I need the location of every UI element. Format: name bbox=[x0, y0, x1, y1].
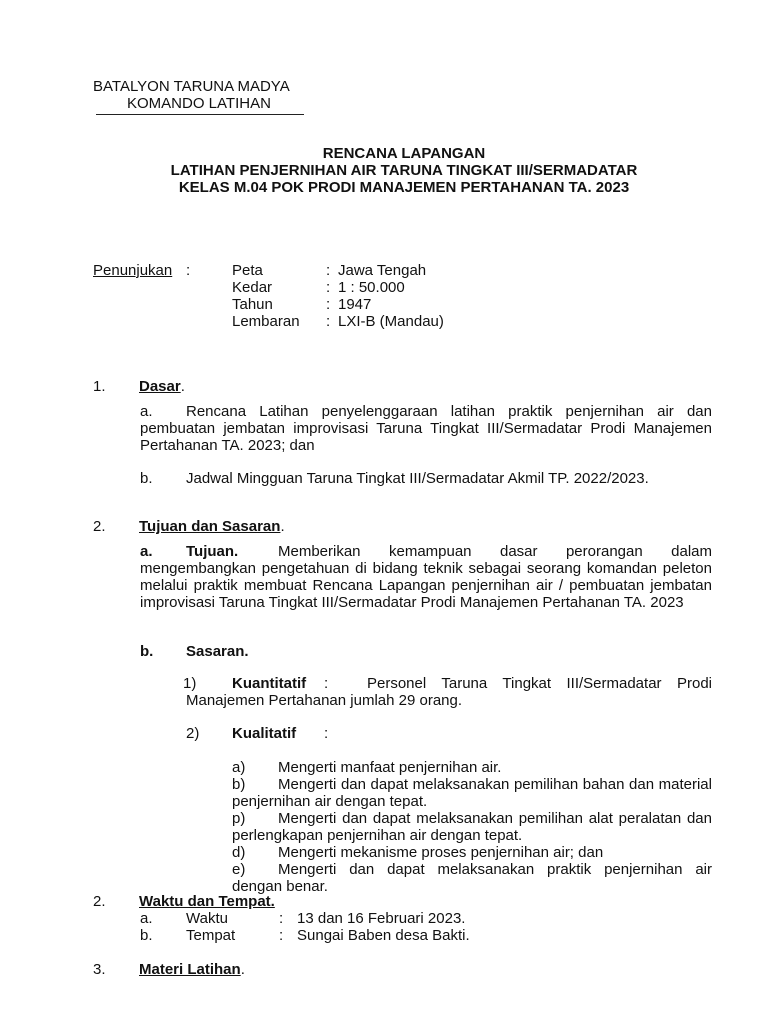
kualitatif-label: b) bbox=[232, 776, 246, 793]
penunjukan-key: Tahun bbox=[232, 296, 273, 313]
kuantitatif-text: Personel Taruna Tingkat III/Sermadatar Prodi Manajemen Pertahanan jumlah 29 orang. bbox=[186, 675, 712, 709]
dasar-item-b-text: Jadwal Mingguan Taruna Tingkat III/Sermadatar Akmil TP. 2022/2023. bbox=[186, 470, 649, 487]
penunjukan-key: Kedar bbox=[232, 279, 273, 296]
kualitatif-text: Mengerti dan dapat melaksanakan praktik penjernihan air dengan benar. bbox=[232, 861, 712, 895]
penunjukan-sep: : bbox=[326, 279, 331, 296]
penunjukan-value: LXI-B (Mandau) bbox=[338, 313, 444, 330]
kuantitatif-colon: : bbox=[324, 675, 329, 692]
kualitatif-colon: : bbox=[324, 725, 329, 742]
waktu-key: Waktu bbox=[186, 910, 228, 927]
document-subtitle-class: KELAS M.04 POK PRODI MANAJEMEN PERTAHANAN TA. 2023 bbox=[178, 179, 630, 196]
item-label: a. bbox=[140, 910, 153, 927]
letterhead-command-name: KOMANDO LATIHAN bbox=[127, 95, 271, 112]
dasar-item-a-text: Rencana Latihan penyelenggaraan latihan praktik penjernihan air dan pembuatan jembatan improvisasi Taruna Tingkat III/Sermadatar Prodi Manajemen Pertahanan TA. 2023; dan bbox=[140, 403, 712, 454]
kualitatif-text: Mengerti dan dapat melaksanakan pemilihan bahan dan material penjernihan air dengan tepat. bbox=[232, 776, 712, 810]
item-label: b. bbox=[140, 927, 153, 944]
waktu-sep: : bbox=[279, 910, 284, 927]
tujuan-text: Memberikan kemampuan dasar perorangan dalam mengembangkan pengetahuan di bidang teknik sebagai seorang komandan peleton melalui praktik membuat Rencana Lapangan penjernihan air / pembuatan jembatan improvisasi Taruna Tingkat III/Sermadatar Prodi Manajemen Pertahanan TA. 2023 bbox=[140, 543, 712, 611]
letterhead-underline bbox=[96, 114, 304, 115]
kualitatif-label: e) bbox=[232, 861, 246, 878]
kuantitatif-title: Kuantitatif bbox=[232, 675, 307, 692]
kualitatif-label: d) bbox=[232, 844, 246, 861]
document-subtitle: LATIHAN PENJERNIHAN AIR TARUNA TINGKAT III/SERMADATAR bbox=[170, 162, 638, 179]
penunjukan-key: Lembaran bbox=[232, 313, 300, 330]
kualitatif-text: Mengerti manfaat penjernihan air. bbox=[278, 759, 502, 776]
penunjukan-sep: : bbox=[326, 296, 331, 313]
penunjukan-label: Penunjukan bbox=[93, 262, 173, 279]
item-label: a. bbox=[140, 403, 153, 420]
kualitatif-text: Mengerti dan dapat melaksanakan pemilihan alat peralatan dan perlengkapan penjernihan air dengan tepat. bbox=[232, 810, 712, 844]
tempat-sep: : bbox=[279, 927, 284, 944]
section-heading-materi: Materi Latihan. bbox=[139, 961, 245, 978]
letterhead-unit-name: BATALYON TARUNA MADYA bbox=[93, 78, 290, 95]
kualitatif-title: Kualitatif bbox=[232, 725, 297, 742]
section-heading-tujuan: Tujuan dan Sasaran. bbox=[139, 518, 285, 535]
section-heading-waktu: Waktu dan Tempat. bbox=[139, 893, 275, 910]
sasaran-title: Sasaran. bbox=[186, 643, 249, 660]
tujuan-title: Tujuan. bbox=[186, 543, 239, 560]
kualitatif-label: a) bbox=[232, 759, 246, 776]
item-label: b. bbox=[140, 470, 153, 487]
penunjukan-value: 1947 bbox=[338, 296, 372, 313]
sub-item-label: 1) bbox=[183, 675, 197, 692]
section-number: 2. bbox=[93, 893, 106, 910]
penunjukan-value: Jawa Tengah bbox=[338, 262, 427, 279]
section-number: 1. bbox=[93, 378, 106, 395]
penunjukan-sep: : bbox=[326, 262, 331, 279]
kualitatif-text: Mengerti mekanisme proses penjernihan air; dan bbox=[278, 844, 604, 861]
item-label: a. bbox=[140, 543, 153, 560]
section-number: 2. bbox=[93, 518, 106, 535]
penunjukan-key: Peta bbox=[232, 262, 263, 279]
document-title: RENCANA LAPANGAN bbox=[322, 145, 486, 162]
section-number: 3. bbox=[93, 961, 106, 978]
item-label: b. bbox=[140, 643, 154, 660]
kualitatif-label: p) bbox=[232, 810, 246, 827]
penunjukan-sep: : bbox=[326, 313, 331, 330]
tempat-key: Tempat bbox=[186, 927, 236, 944]
sub-item-label: 2) bbox=[186, 725, 200, 742]
tempat-value: Sungai Baben desa Bakti. bbox=[297, 927, 470, 944]
penunjukan-value: 1 : 50.000 bbox=[338, 279, 405, 296]
penunjukan-colon: : bbox=[186, 262, 191, 279]
section-heading-dasar: Dasar. bbox=[139, 378, 185, 395]
waktu-value: 13 dan 16 Februari 2023. bbox=[297, 910, 466, 927]
